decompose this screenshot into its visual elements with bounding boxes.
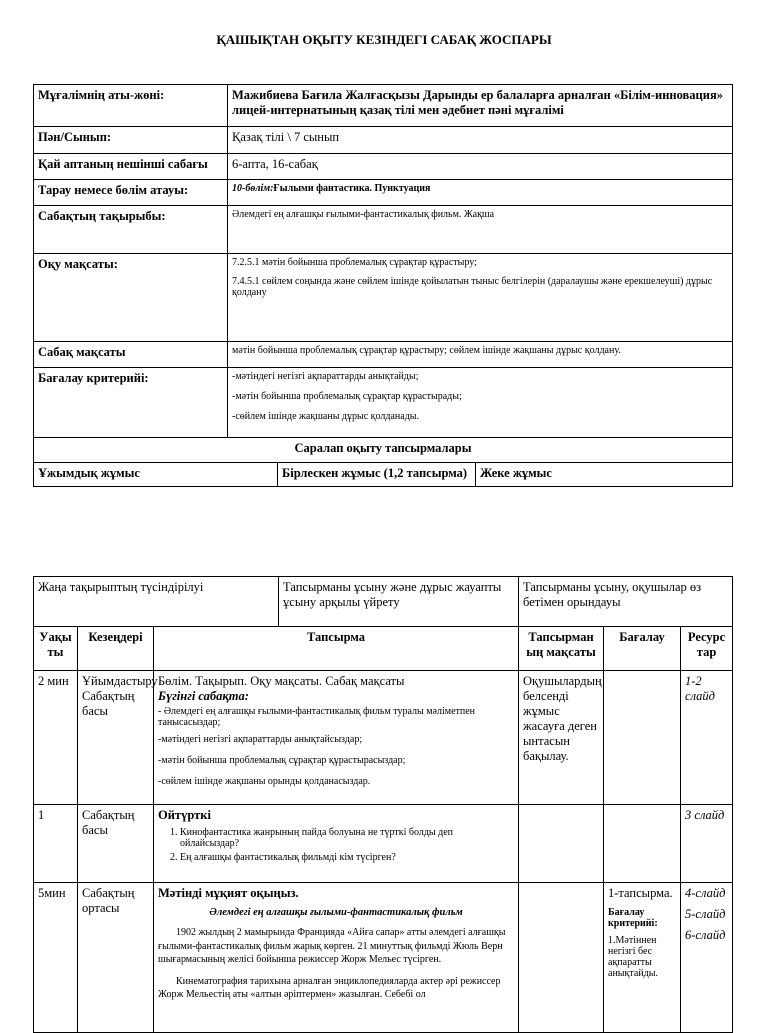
criteria-item: -мәтін бойынша проблемалық сұрақтар құрастырады;: [232, 391, 462, 402]
task-bullet: -мәтін бойынша проблемалық сұрақтар құрастырасыздар;: [158, 755, 406, 766]
question-item: 2. Ең алғашқы фантастикалық фильмді кім түсірген?: [180, 852, 514, 863]
task-head: Ойтүрткі: [158, 808, 211, 822]
subject-value: Қазақ тілі \ 7 сынып: [228, 127, 733, 154]
col-stage: Кезеңдері: [78, 627, 154, 671]
row-assess: [604, 805, 681, 883]
intro-explain: Жаңа тақырыптың түсіндірілуі: [34, 577, 279, 627]
row-stage: Сабақтың басы: [78, 805, 154, 883]
row-stage: Сабақтың ортасы: [78, 883, 154, 1033]
criteria-value: [228, 368, 733, 438]
section-number: 10-бөлім:: [232, 183, 274, 194]
text-paragraph: Кинематография тарихына арналған энциклопедияларда актер әрі режиссер Жорж Мельестің аты «алтын әріптермен» жазылған. Себебі ол: [158, 975, 501, 1000]
row-resource: 1-2 слайд: [681, 671, 733, 805]
lesson-info-table: [33, 84, 733, 487]
col-assess: Бағалау: [604, 627, 681, 671]
intro-independent: Тапсырманы ұсыну, оқушылар өз бетімен орындауы: [519, 577, 733, 627]
criteria-item: -сөйлем ішінде жақшаны дұрыс қолданады.: [232, 411, 420, 422]
row-time: 1: [34, 805, 78, 883]
row-task: [154, 883, 519, 1033]
lesson-plan-table: [33, 576, 733, 1033]
subject-label: Пән/Сынып:: [34, 127, 228, 154]
task-bullet: - Әлемдегі ең алғашқы ғылыми-фантастикалық фильм туралы мәліметпен танысасыздар;: [158, 706, 476, 728]
task-line: Бөлім. Тақырып. Оқу мақсаты. Сабақ мақсаты: [158, 674, 405, 688]
differentiation-header: Саралап оқыту тапсырмалары: [34, 438, 733, 463]
row-time: 2 мин: [34, 671, 78, 805]
col-purpose: Тапсырман ың мақсаты: [519, 627, 604, 671]
criteria-item: -мәтіндегі негізгі ақпараттарды анықтайды;: [232, 371, 419, 382]
criteria-label: Бағалау критерийі:: [34, 368, 228, 438]
section-value: [228, 180, 733, 206]
task-head: Мәтінді мұқият оқыңыз.: [158, 886, 299, 900]
row-resource: [681, 883, 733, 1033]
text-title: Әлемдегі ең алғашқы ғылыми-фантастикалық фильм: [209, 907, 463, 918]
row-assess: [604, 883, 681, 1033]
row-purpose: Оқушылардың белсенді жұмыс жасауға деген ынтасын бақылау.: [519, 671, 604, 805]
work-individual: Жеке жұмыс: [476, 463, 733, 487]
task-today: Бүгінгі сабақта:: [158, 689, 249, 703]
section-label: Тарау немесе бөлім атауы:: [34, 180, 228, 206]
assess-criteria: 1.Мәтіннен негізгі бес ақпаратты анықтайды.: [608, 935, 658, 979]
assess-task: 1-тапсырма.: [608, 886, 673, 900]
intro-teach: Тапсырманы ұсыну және дұрыс жауапты ұсыну арқылы үйрету: [279, 577, 519, 627]
task-bullet: -сөйлем ішінде жақшаны орынды қолданасыздар.: [158, 776, 371, 787]
col-task: Тапсырма: [154, 627, 519, 671]
topic-value: Әлемдегі ең алғашқы ғылыми-фантастикалық фильм. Жақша: [228, 206, 733, 254]
col-resource: Ресурс тар: [681, 627, 733, 671]
goals-value: [228, 254, 733, 342]
work-collective: Ұжымдық жұмыс: [34, 463, 278, 487]
lesson-goal-label: Сабақ мақсаты: [34, 342, 228, 368]
goal-item: 7.2.5.1 мәтін бойынша проблемалық сұрақтар құрастыру;: [232, 257, 477, 268]
col-time: Уақы ты: [34, 627, 78, 671]
goal-item: 7.4.5.1 сөйлем соңында және сөйлем ішінде қойылатын тыныс белгілерін (даралаушы және ерекшелеуші) дұрыс қолдану: [232, 276, 713, 298]
row-assess: [604, 671, 681, 805]
task-bullet: -мәтіндегі негізгі ақпараттарды анықтайсыздар;: [158, 734, 363, 745]
row-task: [154, 671, 519, 805]
row-time: 5мин: [34, 883, 78, 1033]
teacher-value: Мажибиева Бағила Жалғасқызы Дарынды ер балаларға арналған «Білім-инновация» лицей-интернатының қазақ тілі мен әдебиет пәні мұғалімі: [228, 85, 733, 127]
week-value: 6-апта, 16-сабақ: [228, 154, 733, 180]
row-purpose: [519, 883, 604, 1033]
topic-label: Сабақтың тақырыбы:: [34, 206, 228, 254]
teacher-label: Мұғалімнің аты-жөні:: [34, 85, 228, 127]
lesson-goal-value: мәтін бойынша проблемалық сұрақтар құрастыру; сөйлем ішінде жақшаны дұрыс қолдану.: [228, 342, 733, 368]
resource-item: 5-слайд: [685, 907, 726, 921]
row-stage: Ұйымдастыру Сабақтың басы: [78, 671, 154, 805]
resource-item: 4-слайд: [685, 886, 726, 900]
section-name: Ғылыми фантастика. Пунктуация: [273, 183, 431, 194]
table-row: [34, 805, 733, 883]
page-title: ҚАШЫҚТАН ОҚЫТУ КЕЗІНДЕГІ САБАҚ ЖОСПАРЫ: [216, 32, 552, 47]
question-item: 1. Кинофантастика жанрының пайда болуына не түрткі болды деп ойлайсыздар?: [180, 827, 514, 849]
row-purpose: [519, 805, 604, 883]
week-label: Қай аптаның нешінші сабағы: [34, 154, 228, 180]
goals-label: Оқу мақсаты:: [34, 254, 228, 342]
row-resource: 3 слайд: [681, 805, 733, 883]
resource-item: 6-слайд: [685, 928, 726, 942]
assess-criteria-label: Бағалау критерийі:: [608, 907, 658, 929]
table-row: [34, 671, 733, 805]
work-joint: Бірлескен жұмыс (1,2 тапсырма): [278, 463, 476, 487]
text-paragraph: 1902 жылдың 2 мамырында Францияда «Айға сапар» атты әлемдегі алғашқы ғылыми-фантастикалық фильм жарық көрген. 21 минуттық фильмді Жюль Верн шығармасының желісі бойынша режиссер Жорж Мельес түсірген.: [158, 927, 506, 965]
row-task: [154, 805, 519, 883]
table-row: [34, 883, 733, 1033]
